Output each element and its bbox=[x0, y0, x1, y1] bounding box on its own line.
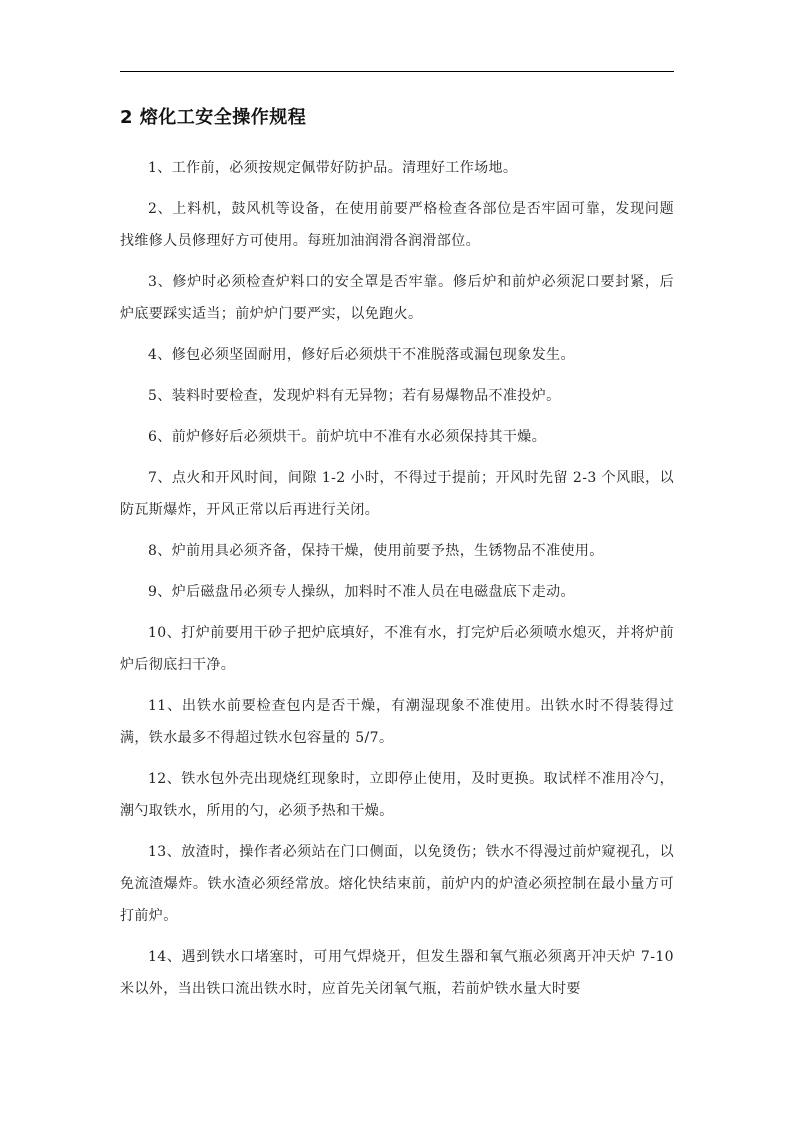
document-body bbox=[120, 152, 674, 1014]
header-rule bbox=[120, 71, 674, 72]
rule-item-12: 12、铁水包外壳出现烧红现象时，立即停止使用，及时更换。取试样不准用冷勺，潮勺取铁水，所用的勺，必须予热和干燥。 bbox=[120, 771, 674, 819]
rule-item-5: 5、装料时要检查，发现炉料有无异物；若有易爆物品不准投炉。 bbox=[148, 388, 561, 404]
rule-item-6: 6、前炉修好后必须烘干。前炉坑中不准有水必须保持其干燥。 bbox=[148, 429, 547, 445]
rule-item-14: 14、遇到铁水口堵塞时，可用气焊烧开，但发生器和氧气瓶必须离开冲天炉 7-10 米以外，当出铁口流出铁水时，应首先关闭氧气瓶，若前炉铁水量大时要 bbox=[120, 949, 674, 997]
rule-item-4: 4、修包必须坚固耐用，修好后必须烘干不准脱落或漏包现象发生。 bbox=[148, 347, 575, 363]
rule-item-2: 2、上料机，鼓风机等设备，在使用前要严格检查各部位是否牢固可靠，发现问题找维修人员修理好方可使用。每班加油润滑各润滑部位。 bbox=[120, 201, 674, 249]
rule-item-8: 8、炉前用具必须齐备，保持干燥，使用前要予热，生锈物品不准使用。 bbox=[148, 543, 604, 559]
rule-item-3: 3、修炉时必须检查炉料口的安全罩是否牢靠。修后炉和前炉必须泥口要封紧，后炉底要踩实适当；前炉炉门要严实，以免跑火。 bbox=[120, 274, 674, 322]
rule-item-7: 7、点火和开风时间，间隙 1-2 小时，不得过于提前；开风时先留 2-3 个风眼，以防瓦斯爆炸，开风正常以后再进行关闭。 bbox=[120, 470, 674, 518]
rule-item-13: 13、放渣时，操作者必须站在门口侧面，以免烫伤；铁水不得漫过前炉窥视孔，以免流渣爆炸。铁水渣必须经常放。熔化快结束前，前炉内的炉渣必须控制在最小量方可打前炉。 bbox=[120, 844, 674, 924]
rule-item-11: 11、出铁水前要检查包内是否干燥，有潮湿现象不准使用。出铁水时不得装得过满，铁水最多不得超过铁水包容量的 5/7。 bbox=[120, 698, 674, 746]
rule-item-10: 10、打炉前要用干砂子把炉底填好，不准有水，打完炉后必须喷水熄灭，并将炉前炉后彻底扫干净。 bbox=[120, 625, 674, 673]
section-heading: 2 熔化工安全操作规程 bbox=[120, 107, 307, 128]
rule-item-1: 1、工作前，必须按规定佩带好防护品。清理好工作场地。 bbox=[148, 160, 518, 176]
rule-item-9: 9、炉后磁盘吊必须专人操纵，加料时不准人员在电磁盘底下走动。 bbox=[148, 584, 575, 600]
